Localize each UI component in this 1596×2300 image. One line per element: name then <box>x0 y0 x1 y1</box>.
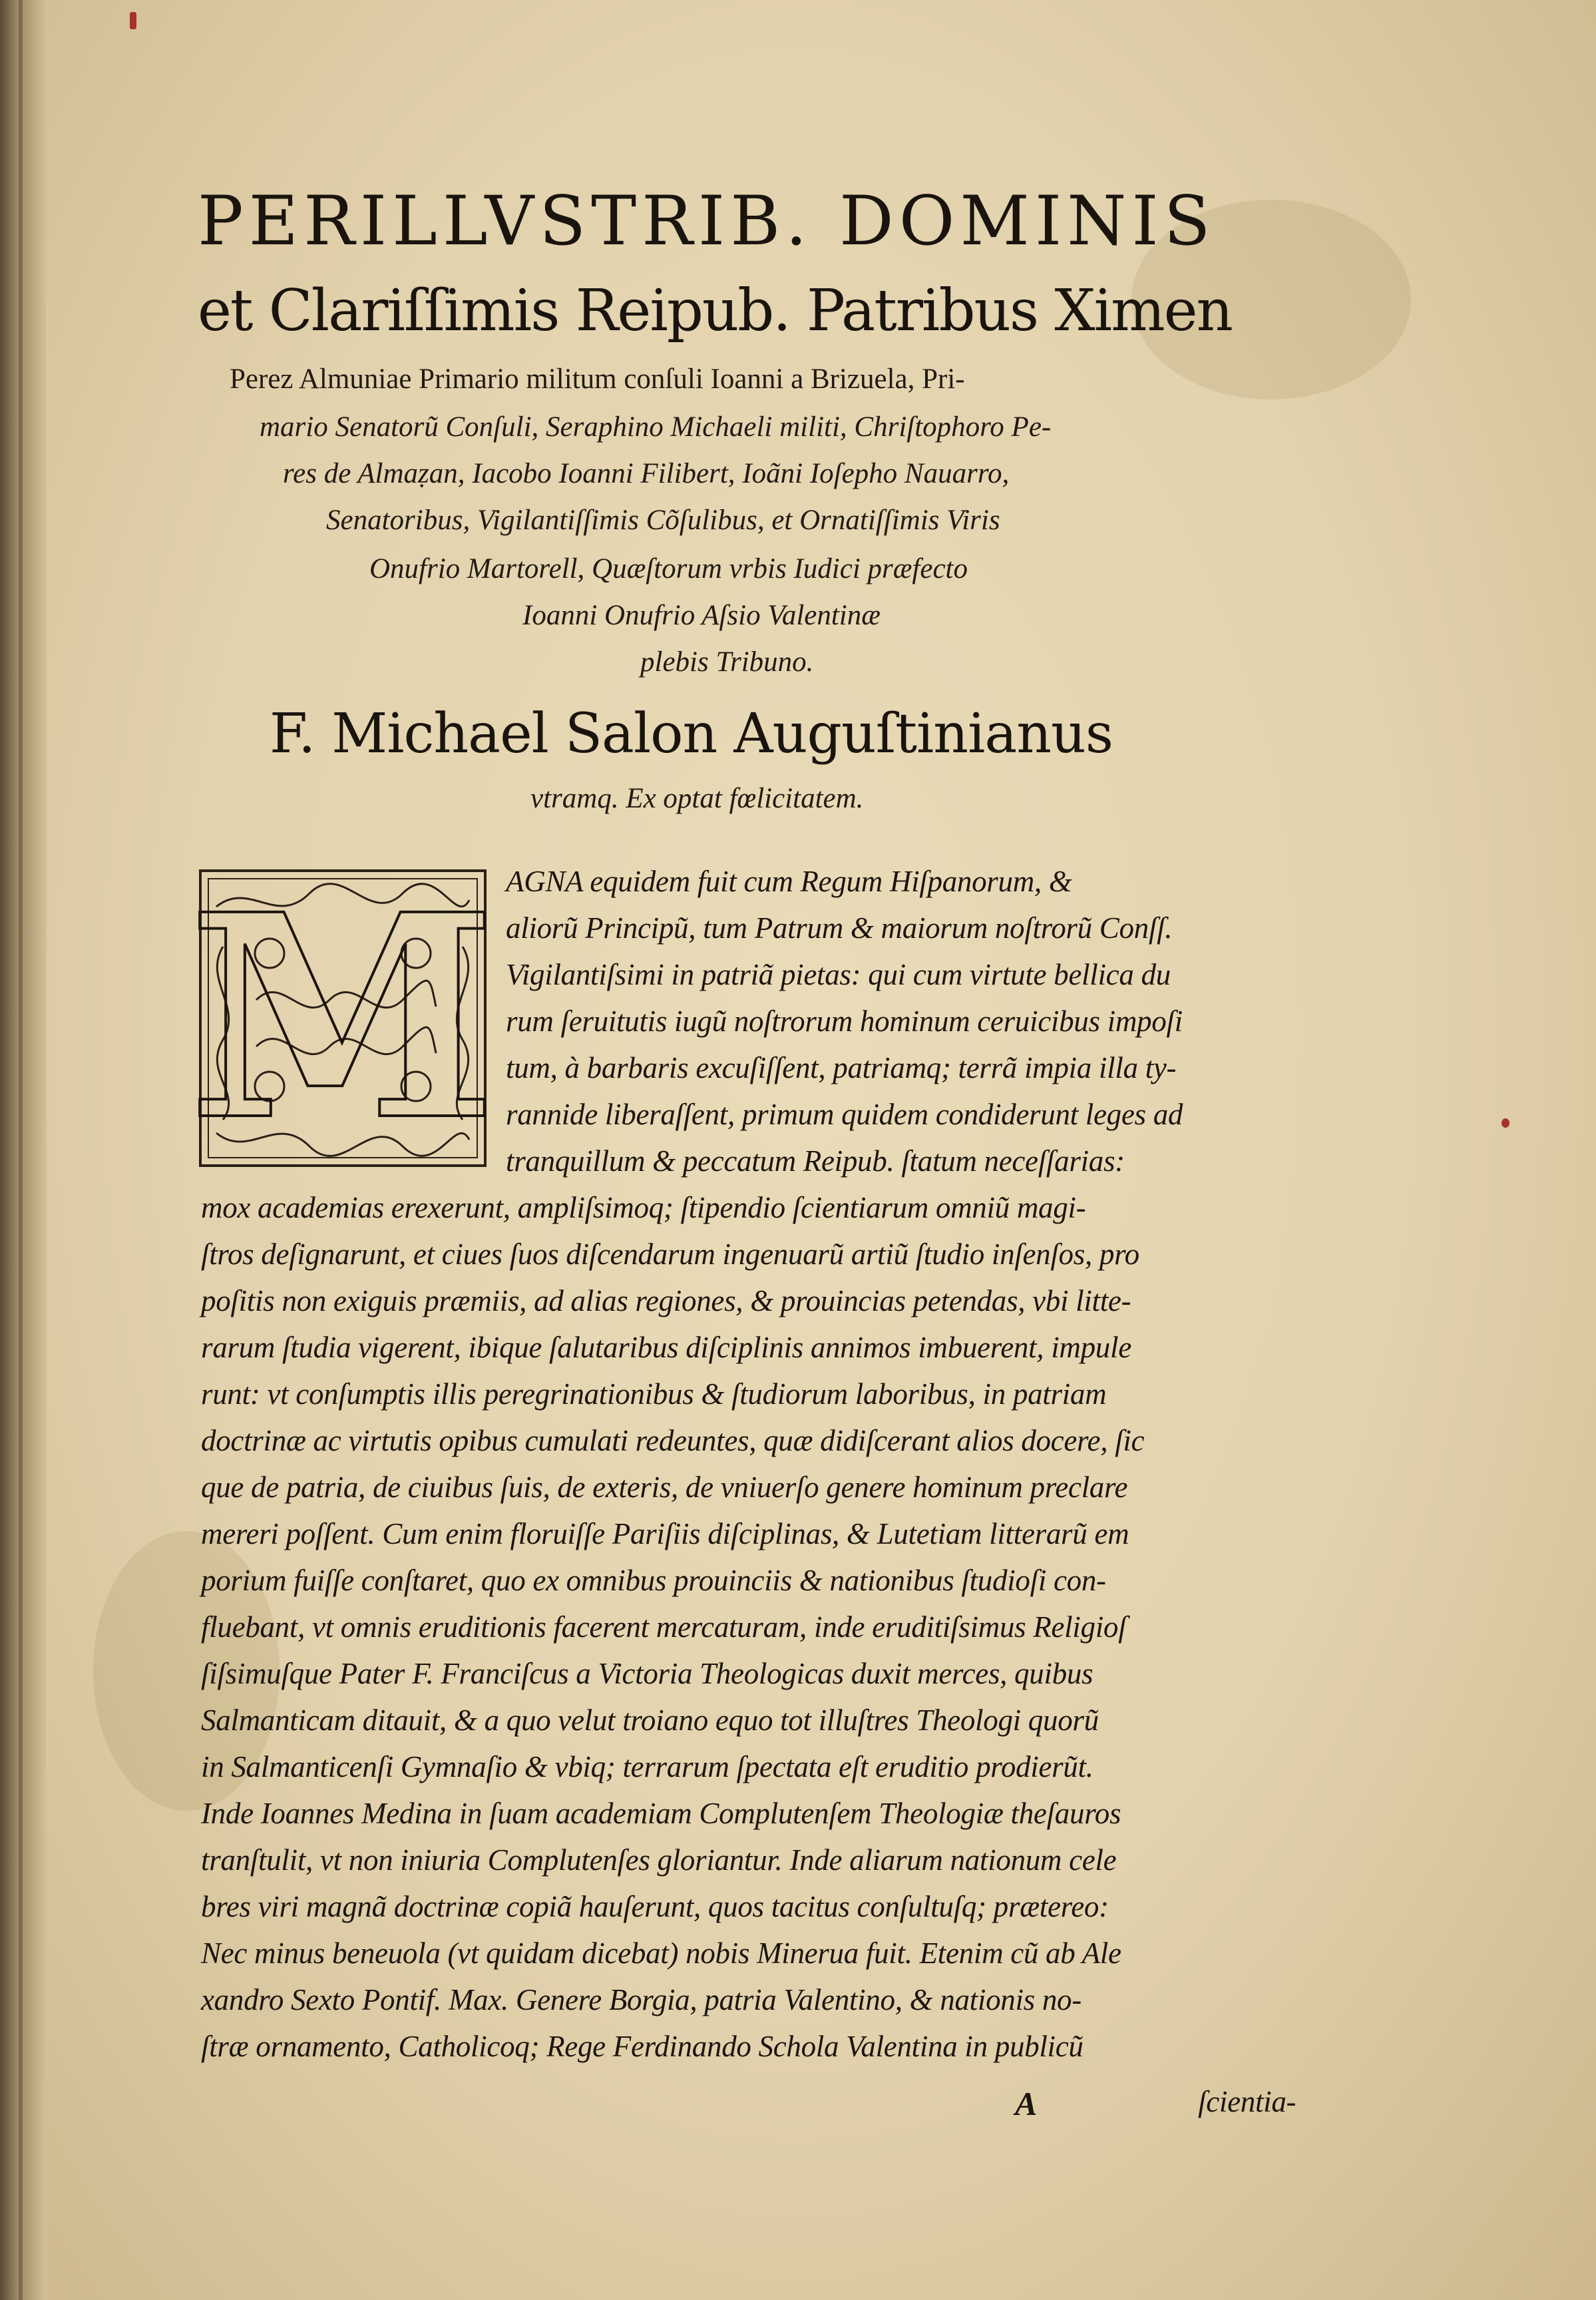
body-line: poſitis non exiguis præmiis, ad alias regiones, & prouincias petendas, vbi litte- <box>201 1284 1131 1317</box>
address-line-6: Ioanni Onufrio Aſsio Valentinæ <box>522 600 881 631</box>
address-line-7: plebis Tribuno. <box>640 646 814 678</box>
body-line: bres viri magnã doctrinæ copiã hauſerunt, quos tacitus conſultuſq; prætereo: <box>201 1890 1109 1923</box>
body-line: tranquillum & peccatum Reipub. ſtatum neceſſarias: <box>506 1144 1125 1178</box>
red-ink-mark-right <box>1501 1118 1509 1128</box>
body-line: rum ſeruitutis iugũ noſtrorum hominum ceruicibus impoſi <box>506 1005 1183 1038</box>
body-line: tum, à barbaris excuſiſſent, patriamq; terrã impia illa ty- <box>506 1051 1177 1084</box>
body-line: runt: vt conſumptis illis peregrinationibus & ſtudiorum laboribus, in patriam <box>201 1377 1107 1411</box>
body-line: Salmanticam ditauit, & a quo velut troiano equo tot illuſtres Theologi quorũ <box>201 1704 1099 1737</box>
body-line: mox academias erexerunt, ampliſsimoq; ſtipendio ſcientiarum omniũ magi- <box>201 1191 1086 1224</box>
body-line: ſtræ ornamento, Catholicoq; Rege Ferdinando Schola Valentina in publicũ <box>201 2030 1084 2063</box>
body-line: xandro Sexto Pontif. Max. Genere Borgia, patria Valentino, & nationis no- <box>201 1983 1082 2016</box>
body-line: mereri poſſent. Cum enim floruiſſe Pariſiis diſciplinas, & Lutetiam litterarũ em <box>201 1517 1129 1550</box>
address-line-2: mario Senatorũ Conſuli, Seraphino Michaeli militi, Chriſtophoro Pe- <box>260 411 1052 443</box>
body-line: porium fuiſſe conſtaret, quo ex omnibus prouinciis & nationibus ſtudioſi con- <box>201 1564 1106 1597</box>
body-line: rannide liberaſſent, primum quidem condiderunt leges ad <box>506 1098 1183 1131</box>
initial-letter: M <box>188 853 498 1182</box>
decorated-initial <box>188 853 498 1182</box>
binding-edge <box>0 0 47 2300</box>
body-line: aliorũ Principũ, tum Patrum & maiorum noſtrorũ Conſſ. <box>506 911 1173 945</box>
heading-line-2: et Clariſſimis Reipub. Patribus Ximen <box>198 278 1232 344</box>
body-line: Inde Ioannes Medina in ſuam academiam Complutenſem Theologiæ theſauros <box>201 1797 1121 1830</box>
red-ink-mark <box>130 12 136 29</box>
author-greeting: vtramq. Ex optat fœlicitatem. <box>530 783 864 814</box>
signature-mark: A <box>1015 2085 1038 2122</box>
body-line: Nec minus beneuola (vt quidam dicebat) nobis Minerua fuit. Etenim cũ ab Ale <box>201 1937 1121 1970</box>
body-line: ſiſsimuſque Pater F. Franciſcus a Victoria Theologicas duxit merces, quibus <box>201 1657 1094 1690</box>
body-line: doctrinæ ac virtutis opibus cumulati redeuntes, quæ didiſcerant alios docere, ſic <box>201 1424 1145 1457</box>
address-line-5: Onufrio Martorell, Quæſtorum vrbis Iudici præfecto <box>369 553 968 584</box>
body-line: AGNA equidem fuit cum Regum Hiſpanorum, & <box>506 865 1072 898</box>
body-line: Vigilantiſsimi in patriã pietas: qui cum virtute bellica du <box>506 958 1171 991</box>
address-line-1: Perez Almuniae Primario militum conſuli Ioanni a Brizuela, Pri- <box>230 363 965 395</box>
body-line: ſtros deſignarunt, et ciues ſuos diſcendarum ingenuarũ artiũ ſtudio inſenſos, pro <box>201 1238 1139 1271</box>
catchword: ſcientia- <box>1198 2085 1297 2118</box>
address-line-4: Senatoribus, Vigilantiſſimis Cõſulibus, et Ornatiſſimis Viris <box>326 505 1000 536</box>
heading-line-1: PERILLVSTRIB. DOMINIS <box>198 182 1216 261</box>
address-line-3: res de Almaẓan, Iacobo Ioanni Filibert, Ioãni Ioſepho Nauarro, <box>283 458 1010 489</box>
body-line: que de patria, de ciuibus ſuis, de exteris, de vniuerſo genere hominum preclare <box>201 1471 1128 1504</box>
body-line: in Salmanticenſi Gymnaſio & vbiq; terrarum ſpectata eſt eruditio prodierũt. <box>201 1750 1094 1783</box>
body-line: tranſtulit, vt non iniuria Complutenſes gloriantur. Inde aliarum nationum cele <box>201 1843 1117 1877</box>
body-line: fluebant, vt omnis eruditionis facerent mercaturam, inde eruditiſsimus Religioſ <box>201 1610 1127 1644</box>
body-line: rarum ſtudia vigerent, ibique ſalutaribus diſciplinis annimos imbuerent, impule <box>201 1331 1131 1364</box>
author-name: F. Michael Salon Auguſtinianus <box>270 702 1113 766</box>
